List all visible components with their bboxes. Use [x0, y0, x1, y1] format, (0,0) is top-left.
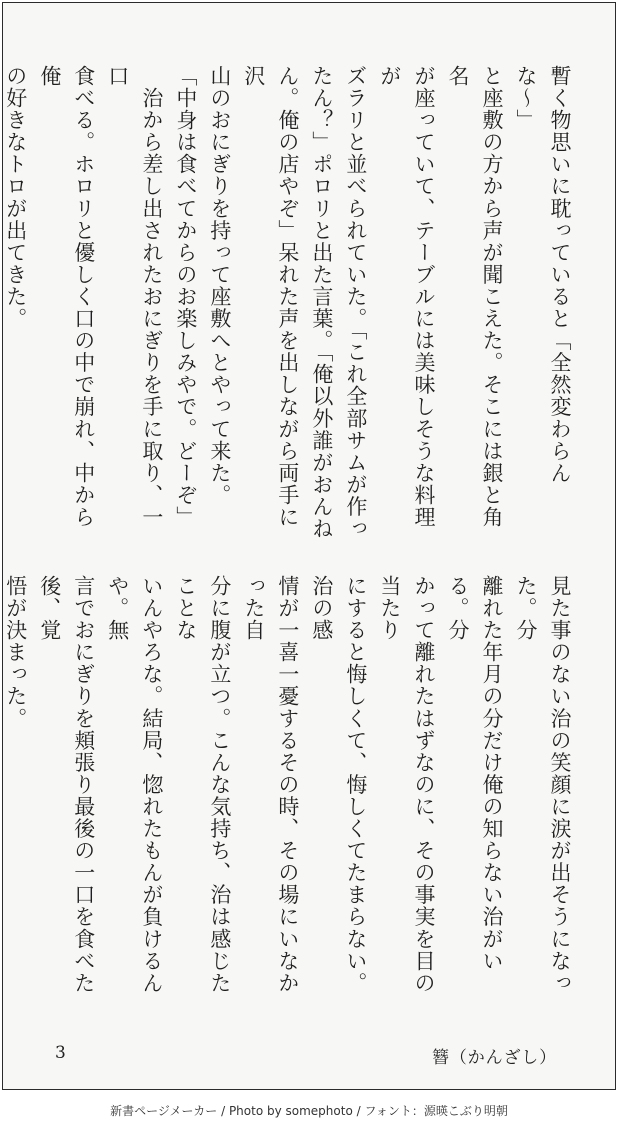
- footer-credit: 新書ページメーカー / Photo by somephoto / フォント：源暎こぶり明朝: [110, 1104, 508, 1118]
- story-text-upper: 暫く物思いに耽っていると「全然変わらんな〜」 と座敷の方から声が聞こえた。そこには銀と角名 が座っていて、テーブルには美味しそうな料理が ズラリと並べられていた。「これ全部サムが作っ たん？」ポロリと出た言葉。「俺以外誰がおんね ん。俺の店やぞ」呆れた声を出しながら両手に沢 山のおにぎりを持って座敷へとやって来た。 「中身は食べてからのお楽しみやで。どーぞ」 治から差し出されたおにぎりを手に取り、一口 食べる。ホロリと優しく口の中で崩れ、中から俺 の好きなトロが出てきた。: [3, 65, 572, 540]
- page-number: 3: [55, 1043, 66, 1063]
- author-name: 簪（かんざし）: [432, 1048, 557, 1068]
- story-text-lower: 見た事のない治の笑顔に涙が出そうになった。分 離れた年月の分だけ俺の知らない治がいる。分 かって離れたはずなのに、その事実を目の当たり にすると悔しくて、悔しくてたまらない。治の感 情が一喜一憂するその時、その場にいなかった自 分に腹が立つ。こんな気持ち、治は感じたことな いんやろな。結局、惚れたもんが負けるんや。無 言でおにぎりを頬張り最後の一口を食べた後、覚 悟が決まった。: [3, 575, 572, 994]
- book-page: [2, 2, 616, 1090]
